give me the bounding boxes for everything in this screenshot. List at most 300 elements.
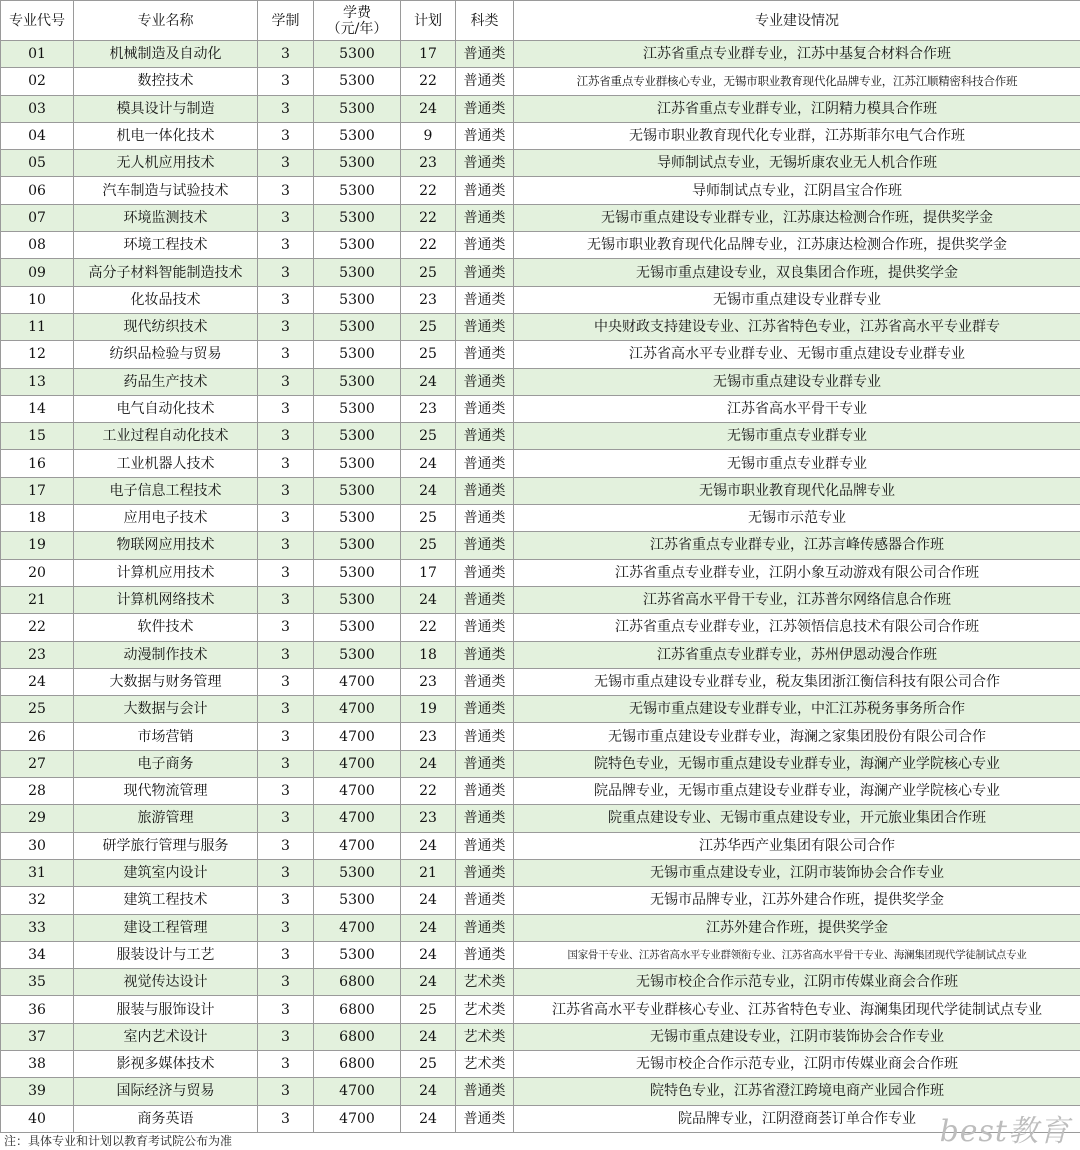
cell-desc: 江苏省高水平骨干专业: [514, 395, 1080, 422]
cell-name: 现代纺织技术: [74, 313, 258, 340]
cell-name: 应用电子技术: [74, 505, 258, 532]
cell-code: 07: [1, 204, 74, 231]
cell-desc: 无锡市重点建设专业群专业，江苏康达检测合作班，提供奖学金: [514, 204, 1080, 231]
cell-name: 研学旅行管理与服务: [74, 832, 258, 859]
cell-name: 动漫制作技术: [74, 641, 258, 668]
cell-duration: 3: [258, 122, 314, 149]
cell-name: 服装设计与工艺: [74, 941, 258, 968]
cell-name: 环境监测技术: [74, 204, 258, 231]
cell-duration: 3: [258, 832, 314, 859]
cell-desc: 无锡市职业教育现代化专业群，江苏斯菲尔电气合作班: [514, 122, 1080, 149]
cell-duration: 3: [258, 450, 314, 477]
cell-name: 影视多媒体技术: [74, 1050, 258, 1077]
cell-name: 数控技术: [74, 68, 258, 95]
cell-category: 普通类: [456, 204, 514, 231]
table-row: [1, 68, 1080, 95]
cell-duration: 3: [258, 996, 314, 1023]
cell-fee: 5300: [314, 150, 401, 177]
cell-category: 普通类: [456, 941, 514, 968]
cell-duration: 3: [258, 887, 314, 914]
cell-desc: 院品牌专业，江阴澄商荟订单合作专业: [514, 1105, 1080, 1132]
table-row: [1, 286, 1080, 313]
cell-desc: 无锡市品牌专业，江苏外建合作班，提供奖学金: [514, 887, 1080, 914]
cell-fee: 5300: [314, 122, 401, 149]
cell-plan: 25: [401, 996, 456, 1023]
cell-code: 29: [1, 805, 74, 832]
table-row: [1, 614, 1080, 641]
table-row: [1, 41, 1080, 68]
cell-plan: 23: [401, 805, 456, 832]
cell-category: 艺术类: [456, 1050, 514, 1077]
cell-desc: 江苏省高水平骨干专业，江苏普尔网络信息合作班: [514, 586, 1080, 613]
table-row: [1, 559, 1080, 586]
cell-duration: 3: [258, 259, 314, 286]
cell-plan: 17: [401, 41, 456, 68]
cell-name: 计算机网络技术: [74, 586, 258, 613]
cell-name: 计算机应用技术: [74, 559, 258, 586]
cell-name: 电气自动化技术: [74, 395, 258, 422]
table-row: [1, 204, 1080, 231]
cell-name: 建筑室内设计: [74, 859, 258, 886]
cell-plan: 24: [401, 95, 456, 122]
cell-plan: 21: [401, 859, 456, 886]
cell-fee: 5300: [314, 477, 401, 504]
cell-code: 06: [1, 177, 74, 204]
cell-category: 普通类: [456, 532, 514, 559]
table-row: [1, 914, 1080, 941]
cell-duration: 3: [258, 286, 314, 313]
table-row: [1, 778, 1080, 805]
cell-name: 大数据与财务管理: [74, 668, 258, 695]
cell-desc: 国家骨干专业、江苏省高水平专业群领衔专业、江苏省高水平骨干专业、海澜集团现代学徒制试点专业: [514, 941, 1080, 968]
cell-category: 普通类: [456, 696, 514, 723]
cell-code: 19: [1, 532, 74, 559]
cell-fee: 5300: [314, 395, 401, 422]
cell-plan: 23: [401, 723, 456, 750]
cell-code: 21: [1, 586, 74, 613]
table-row: [1, 532, 1080, 559]
cell-code: 12: [1, 341, 74, 368]
cell-plan: 22: [401, 778, 456, 805]
cell-category: 普通类: [456, 122, 514, 149]
cell-fee: 5300: [314, 204, 401, 231]
cell-duration: 3: [258, 859, 314, 886]
cell-desc: 江苏省重点专业群专业，江苏言峰传感器合作班: [514, 532, 1080, 559]
cell-code: 33: [1, 914, 74, 941]
cell-fee: 5300: [314, 586, 401, 613]
table-row: [1, 177, 1080, 204]
table-row: [1, 586, 1080, 613]
table-row: [1, 696, 1080, 723]
cell-duration: 3: [258, 341, 314, 368]
cell-plan: 22: [401, 204, 456, 231]
cell-category: 普通类: [456, 423, 514, 450]
cell-code: 03: [1, 95, 74, 122]
cell-plan: 24: [401, 887, 456, 914]
cell-category: 普通类: [456, 914, 514, 941]
cell-plan: 25: [401, 423, 456, 450]
cell-fee: 5300: [314, 641, 401, 668]
cell-category: 普通类: [456, 614, 514, 641]
cell-desc: 院特色专业，无锡市重点建设专业群专业，海澜产业学院核心专业: [514, 750, 1080, 777]
cell-desc: 江苏省重点专业群专业，江苏中基复合材料合作班: [514, 41, 1080, 68]
cell-name: 室内艺术设计: [74, 1023, 258, 1050]
cell-code: 04: [1, 122, 74, 149]
cell-duration: 3: [258, 586, 314, 613]
cell-code: 14: [1, 395, 74, 422]
cell-duration: 3: [258, 805, 314, 832]
cell-code: 10: [1, 286, 74, 313]
table-body: [1, 41, 1080, 1133]
cell-name: 工业机器人技术: [74, 450, 258, 477]
cell-plan: 22: [401, 177, 456, 204]
cell-name: 化妆品技术: [74, 286, 258, 313]
cell-fee: 5300: [314, 450, 401, 477]
cell-code: 11: [1, 313, 74, 340]
cell-category: 普通类: [456, 368, 514, 395]
cell-desc: 无锡市校企合作示范专业，江阴市传媒业商会合作班: [514, 969, 1080, 996]
cell-desc: 无锡市重点建设专业，双良集团合作班，提供奖学金: [514, 259, 1080, 286]
cell-duration: 3: [258, 477, 314, 504]
cell-duration: 3: [258, 505, 314, 532]
table-row: [1, 641, 1080, 668]
cell-fee: 6800: [314, 996, 401, 1023]
header-name: 专业名称: [74, 1, 258, 41]
cell-fee: 6800: [314, 969, 401, 996]
cell-duration: 3: [258, 313, 314, 340]
cell-desc: 无锡市重点建设专业群专业: [514, 286, 1080, 313]
cell-code: 30: [1, 832, 74, 859]
table-row: [1, 232, 1080, 259]
cell-duration: 3: [258, 969, 314, 996]
table-row: [1, 341, 1080, 368]
cell-plan: 22: [401, 232, 456, 259]
cell-fee: 5300: [314, 887, 401, 914]
cell-desc: 江苏外建合作班，提供奖学金: [514, 914, 1080, 941]
cell-fee: 4700: [314, 832, 401, 859]
cell-category: 普通类: [456, 1105, 514, 1132]
table-row: [1, 1023, 1080, 1050]
table-row: [1, 750, 1080, 777]
cell-fee: 4700: [314, 914, 401, 941]
cell-category: 普通类: [456, 1078, 514, 1105]
cell-desc: 江苏省高水平专业群核心专业、江苏省特色专业、海澜集团现代学徒制试点专业: [514, 996, 1080, 1023]
cell-name: 汽车制造与试验技术: [74, 177, 258, 204]
cell-desc: 江苏华西产业集团有限公司合作: [514, 832, 1080, 859]
cell-desc: 无锡市示范专业: [514, 505, 1080, 532]
cell-plan: 23: [401, 668, 456, 695]
cell-duration: 3: [258, 204, 314, 231]
table-row: [1, 122, 1080, 149]
cell-code: 32: [1, 887, 74, 914]
cell-name: 现代物流管理: [74, 778, 258, 805]
cell-desc: 江苏省重点专业群专业，江阴小象互动游戏有限公司合作班: [514, 559, 1080, 586]
cell-name: 机电一体化技术: [74, 122, 258, 149]
cell-category: 普通类: [456, 259, 514, 286]
cell-category: 普通类: [456, 668, 514, 695]
cell-name: 物联网应用技术: [74, 532, 258, 559]
header-plan: 计划: [401, 1, 456, 41]
cell-fee: 5300: [314, 259, 401, 286]
cell-desc: 无锡市校企合作示范专业，江阴市传媒业商会合作班: [514, 1050, 1080, 1077]
cell-name: 建筑工程技术: [74, 887, 258, 914]
cell-duration: 3: [258, 614, 314, 641]
cell-category: 普通类: [456, 477, 514, 504]
cell-category: 普通类: [456, 286, 514, 313]
cell-fee: 5300: [314, 532, 401, 559]
cell-fee: 5300: [314, 941, 401, 968]
cell-plan: 24: [401, 1023, 456, 1050]
table-row: [1, 395, 1080, 422]
cell-duration: 3: [258, 750, 314, 777]
table-row: [1, 1050, 1080, 1077]
cell-fee: 6800: [314, 1023, 401, 1050]
cell-fee: 5300: [314, 68, 401, 95]
cell-fee: 5300: [314, 505, 401, 532]
cell-plan: 25: [401, 259, 456, 286]
cell-plan: 24: [401, 586, 456, 613]
cell-category: 普通类: [456, 586, 514, 613]
table-row: [1, 95, 1080, 122]
cell-plan: 24: [401, 969, 456, 996]
cell-code: 22: [1, 614, 74, 641]
cell-duration: 3: [258, 1078, 314, 1105]
table-row: [1, 832, 1080, 859]
cell-code: 31: [1, 859, 74, 886]
cell-plan: 24: [401, 941, 456, 968]
cell-desc: 无锡市重点建设专业群专业，海澜之家集团股份有限公司合作: [514, 723, 1080, 750]
cell-code: 27: [1, 750, 74, 777]
cell-desc: 江苏省高水平专业群专业、无锡市重点建设专业群专业: [514, 341, 1080, 368]
header-desc: 专业建设情况: [514, 1, 1080, 41]
cell-code: 26: [1, 723, 74, 750]
cell-name: 纺织品检验与贸易: [74, 341, 258, 368]
cell-desc: 导师制试点专业，江阴昌宝合作班: [514, 177, 1080, 204]
cell-desc: 院特色专业，江苏省澄江跨境电商产业园合作班: [514, 1078, 1080, 1105]
cell-duration: 3: [258, 68, 314, 95]
cell-category: 艺术类: [456, 1023, 514, 1050]
header-code: 专业代号: [1, 1, 74, 41]
table-row: [1, 723, 1080, 750]
cell-plan: 25: [401, 505, 456, 532]
cell-desc: 无锡市重点建设专业群专业: [514, 368, 1080, 395]
cell-fee: 4700: [314, 805, 401, 832]
cell-desc: 江苏省重点专业群专业，苏州伊恩动漫合作班: [514, 641, 1080, 668]
cell-duration: 3: [258, 177, 314, 204]
cell-plan: 17: [401, 559, 456, 586]
cell-plan: 25: [401, 313, 456, 340]
cell-name: 电子商务: [74, 750, 258, 777]
watermark-logo: best教育: [939, 1114, 1070, 1149]
cell-category: 普通类: [456, 68, 514, 95]
cell-category: 普通类: [456, 450, 514, 477]
cell-plan: 24: [401, 477, 456, 504]
cell-name: 大数据与会计: [74, 696, 258, 723]
cell-category: 艺术类: [456, 969, 514, 996]
cell-plan: 25: [401, 341, 456, 368]
cell-duration: 3: [258, 941, 314, 968]
cell-name: 建设工程管理: [74, 914, 258, 941]
cell-category: 普通类: [456, 778, 514, 805]
cell-name: 环境工程技术: [74, 232, 258, 259]
cell-desc: 江苏省重点专业群专业，江苏领悟信息技术有限公司合作班: [514, 614, 1080, 641]
cell-category: 普通类: [456, 341, 514, 368]
cell-name: 高分子材料智能制造技术: [74, 259, 258, 286]
header-row: [1, 1, 1080, 41]
table-row: [1, 668, 1080, 695]
cell-category: 艺术类: [456, 996, 514, 1023]
cell-plan: 9: [401, 122, 456, 149]
cell-category: 普通类: [456, 641, 514, 668]
cell-fee: 5300: [314, 177, 401, 204]
cell-fee: 5300: [314, 232, 401, 259]
cell-duration: 3: [258, 95, 314, 122]
cell-duration: 3: [258, 150, 314, 177]
cell-duration: 3: [258, 559, 314, 586]
cell-code: 38: [1, 1050, 74, 1077]
cell-category: 普通类: [456, 150, 514, 177]
cell-plan: 23: [401, 286, 456, 313]
table-row: [1, 1078, 1080, 1105]
table-row: [1, 859, 1080, 886]
table-row: [1, 368, 1080, 395]
cell-name: 工业过程自动化技术: [74, 423, 258, 450]
cell-fee: 5300: [314, 423, 401, 450]
table-row: [1, 805, 1080, 832]
cell-fee: 4700: [314, 668, 401, 695]
header-duration: 学制: [258, 1, 314, 41]
cell-desc: 导师制试点专业，无锡圻康农业无人机合作班: [514, 150, 1080, 177]
cell-fee: 5300: [314, 313, 401, 340]
cell-fee: 5300: [314, 286, 401, 313]
cell-category: 普通类: [456, 805, 514, 832]
cell-desc: 无锡市职业教育现代化品牌专业: [514, 477, 1080, 504]
cell-fee: 5300: [314, 614, 401, 641]
cell-plan: 24: [401, 914, 456, 941]
header-fee-line2: （元/年）: [326, 20, 388, 37]
cell-category: 普通类: [456, 505, 514, 532]
cell-desc: 无锡市职业教育现代化品牌专业，江苏康达检测合作班，提供奖学金: [514, 232, 1080, 259]
table-row: [1, 941, 1080, 968]
cell-desc: 无锡市重点专业群专业: [514, 450, 1080, 477]
cell-name: 模具设计与制造: [74, 95, 258, 122]
cell-code: 36: [1, 996, 74, 1023]
cell-fee: 4700: [314, 696, 401, 723]
cell-fee: 5300: [314, 368, 401, 395]
cell-plan: 18: [401, 641, 456, 668]
cell-plan: 24: [401, 1078, 456, 1105]
cell-duration: 3: [258, 423, 314, 450]
cell-code: 05: [1, 150, 74, 177]
header-fee-line1: 学费: [343, 4, 371, 21]
table-row: [1, 1105, 1080, 1132]
cell-desc: 院品牌专业，无锡市重点建设专业群专业，海澜产业学院核心专业: [514, 778, 1080, 805]
cell-name: 机械制造及自动化: [74, 41, 258, 68]
cell-duration: 3: [258, 1050, 314, 1077]
cell-category: 普通类: [456, 723, 514, 750]
cell-plan: 24: [401, 450, 456, 477]
cell-name: 无人机应用技术: [74, 150, 258, 177]
cell-name: 国际经济与贸易: [74, 1078, 258, 1105]
cell-plan: 23: [401, 150, 456, 177]
cell-duration: 3: [258, 778, 314, 805]
header-fee: [314, 1, 401, 41]
cell-category: 普通类: [456, 859, 514, 886]
cell-duration: 3: [258, 641, 314, 668]
cell-desc: 无锡市重点建设专业群专业，税友集团浙江衡信科技有限公司合作: [514, 668, 1080, 695]
cell-code: 28: [1, 778, 74, 805]
cell-plan: 25: [401, 1050, 456, 1077]
cell-name: 电子信息工程技术: [74, 477, 258, 504]
cell-name: 市场营销: [74, 723, 258, 750]
cell-desc: 江苏省重点专业群核心专业，无锡市职业教育现代化品牌专业，江苏江顺精密科技合作班: [514, 68, 1080, 95]
cell-code: 16: [1, 450, 74, 477]
cell-fee: 5300: [314, 41, 401, 68]
cell-duration: 3: [258, 368, 314, 395]
cell-plan: 25: [401, 532, 456, 559]
cell-code: 20: [1, 559, 74, 586]
cell-category: 普通类: [456, 313, 514, 340]
cell-plan: 23: [401, 395, 456, 422]
cell-code: 24: [1, 668, 74, 695]
cell-name: 旅游管理: [74, 805, 258, 832]
cell-name: 药品生产技术: [74, 368, 258, 395]
cell-desc: 无锡市重点建设专业，江阴市装饰协会合作专业: [514, 859, 1080, 886]
cell-category: 普通类: [456, 395, 514, 422]
cell-fee: 4700: [314, 1078, 401, 1105]
cell-name: 商务英语: [74, 1105, 258, 1132]
cell-code: 15: [1, 423, 74, 450]
cell-category: 普通类: [456, 95, 514, 122]
cell-plan: 19: [401, 696, 456, 723]
cell-code: 40: [1, 1105, 74, 1132]
cell-duration: 3: [258, 914, 314, 941]
cell-duration: 3: [258, 668, 314, 695]
cell-category: 普通类: [456, 750, 514, 777]
cell-fee: 4700: [314, 723, 401, 750]
cell-duration: 3: [258, 1023, 314, 1050]
table-row: [1, 505, 1080, 532]
cell-name: 软件技术: [74, 614, 258, 641]
table-row: [1, 259, 1080, 286]
cell-fee: 6800: [314, 1050, 401, 1077]
cell-fee: 5300: [314, 859, 401, 886]
cell-code: 23: [1, 641, 74, 668]
cell-name: 视觉传达设计: [74, 969, 258, 996]
table-row: [1, 996, 1080, 1023]
cell-desc: 无锡市重点建设专业群专业，中汇江苏税务事务所合作: [514, 696, 1080, 723]
cell-code: 18: [1, 505, 74, 532]
footnote: 注：具体专业和计划以教育考试院公布为准: [4, 1134, 233, 1148]
cell-code: 17: [1, 477, 74, 504]
cell-code: 37: [1, 1023, 74, 1050]
cell-fee: 5300: [314, 95, 401, 122]
cell-category: 普通类: [456, 41, 514, 68]
table-row: [1, 423, 1080, 450]
cell-duration: 3: [258, 532, 314, 559]
cell-fee: 5300: [314, 559, 401, 586]
cell-code: 34: [1, 941, 74, 968]
cell-fee: 4700: [314, 750, 401, 777]
cell-plan: 22: [401, 68, 456, 95]
cell-code: 09: [1, 259, 74, 286]
cell-desc: 无锡市重点专业群专业: [514, 423, 1080, 450]
cell-plan: 24: [401, 1105, 456, 1132]
cell-category: 普通类: [456, 559, 514, 586]
table-row: [1, 477, 1080, 504]
cell-code: 13: [1, 368, 74, 395]
cell-plan: 24: [401, 832, 456, 859]
